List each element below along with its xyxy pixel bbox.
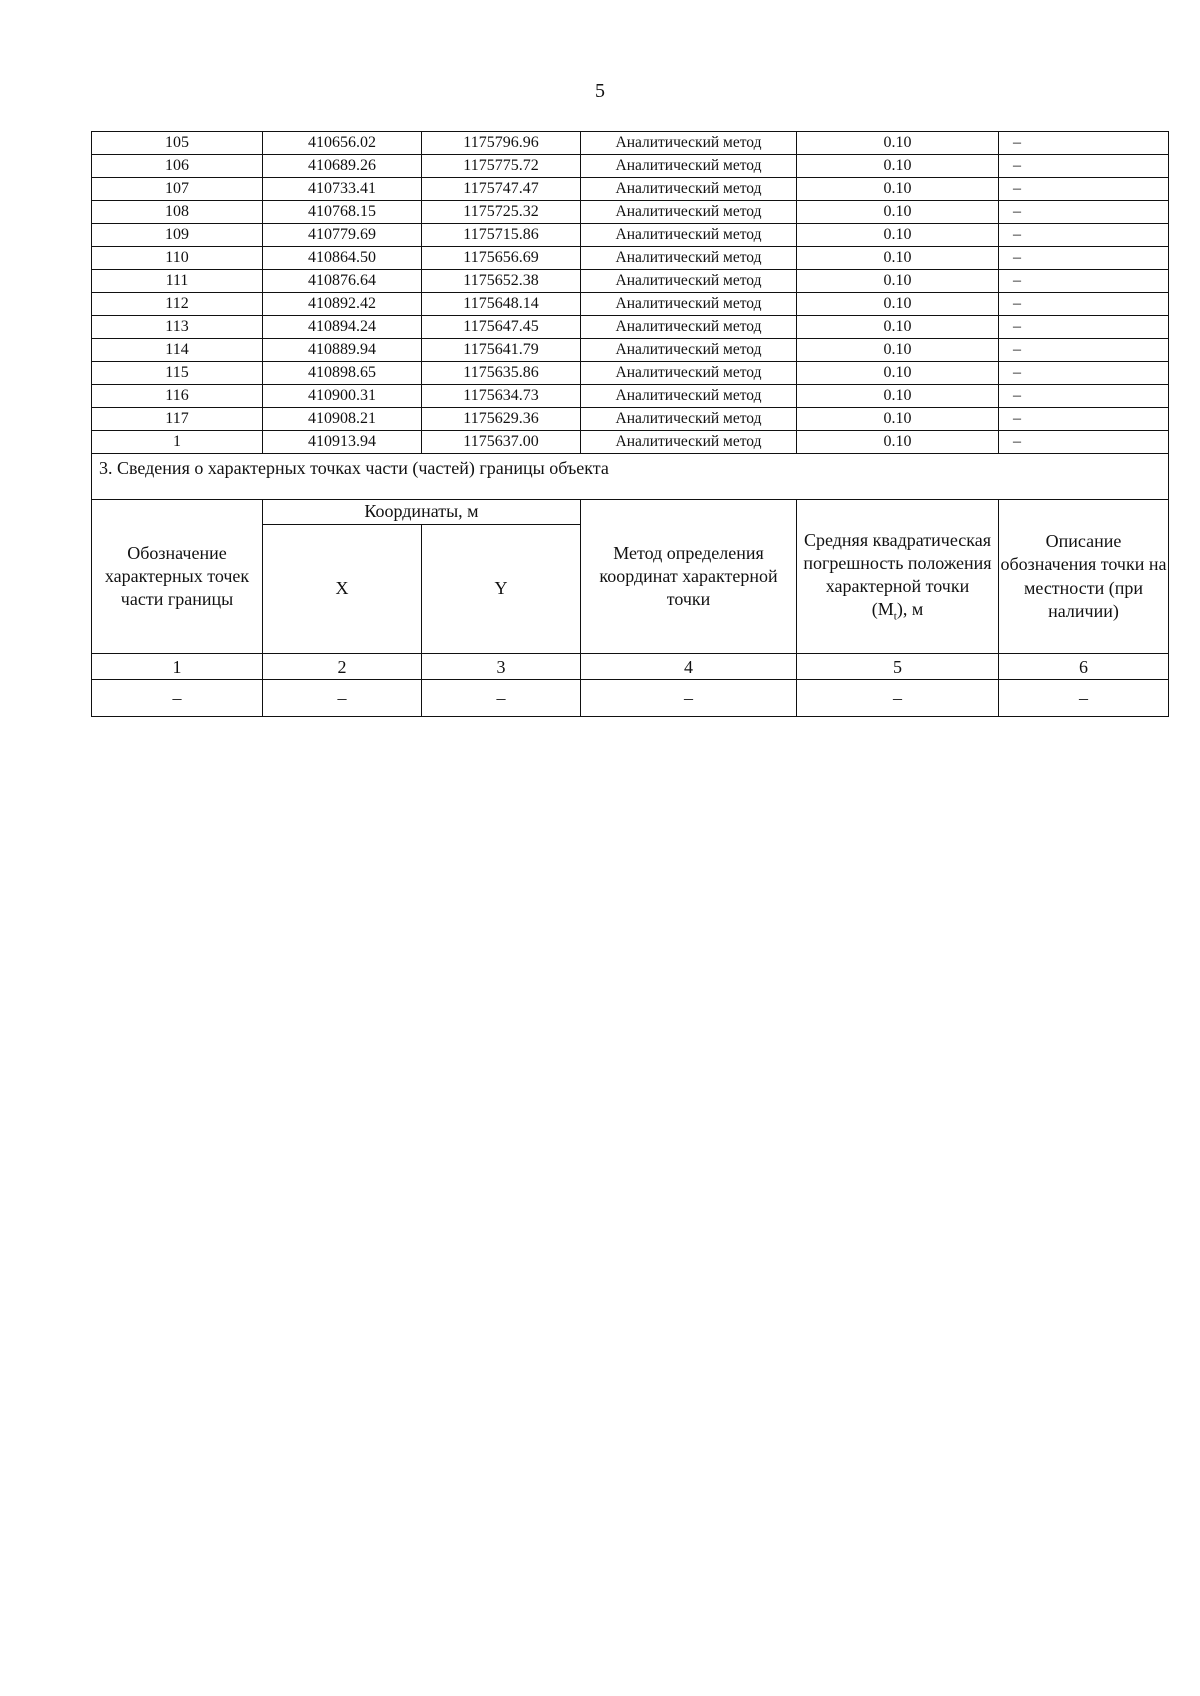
coord-x-cell: 410892.42	[263, 293, 422, 316]
method-cell: Аналитический метод	[581, 408, 797, 431]
method-cell: Аналитический метод	[581, 201, 797, 224]
column-number: 3	[422, 654, 581, 680]
empty-cell: –	[263, 680, 422, 717]
header-error-subscript: t	[893, 610, 897, 623]
description-cell: –	[999, 178, 1169, 201]
method-cell: Аналитический метод	[581, 362, 797, 385]
coord-x-cell: 410656.02	[263, 132, 422, 155]
table-row	[92, 270, 1169, 293]
table-row	[92, 316, 1169, 339]
point-number-cell: 112	[92, 293, 263, 316]
point-number-cell: 113	[92, 316, 263, 339]
method-cell: Аналитический метод	[581, 431, 797, 454]
table-body	[92, 132, 1169, 717]
coord-x-cell: 410889.94	[263, 339, 422, 362]
table-row	[92, 362, 1169, 385]
error-value-cell: 0.10	[797, 293, 999, 316]
method-cell: Аналитический метод	[581, 178, 797, 201]
coord-y-cell: 1175725.32	[422, 201, 581, 224]
method-cell: Аналитический метод	[581, 247, 797, 270]
error-value-cell: 0.10	[797, 270, 999, 293]
table-row	[92, 431, 1169, 454]
error-value-cell: 0.10	[797, 201, 999, 224]
error-value-cell: 0.10	[797, 247, 999, 270]
method-cell: Аналитический метод	[581, 339, 797, 362]
header-error-mt: (M	[871, 599, 894, 620]
description-cell: –	[999, 247, 1169, 270]
header-point-designation: Обозначение характерных точек части границы	[92, 500, 263, 654]
coord-x-cell: 410876.64	[263, 270, 422, 293]
method-cell: Аналитический метод	[581, 316, 797, 339]
description-cell: –	[999, 132, 1169, 155]
method-cell: Аналитический метод	[581, 132, 797, 155]
error-value-cell: 0.10	[797, 178, 999, 201]
table-row	[92, 247, 1169, 270]
point-number-cell: 1	[92, 431, 263, 454]
coord-y-cell: 1175648.14	[422, 293, 581, 316]
point-number-cell: 117	[92, 408, 263, 431]
coord-y-cell: 1175641.79	[422, 339, 581, 362]
error-value-cell: 0.10	[797, 362, 999, 385]
column-number: 1	[92, 654, 263, 680]
empty-data-row	[92, 680, 1169, 717]
description-cell: –	[999, 155, 1169, 178]
header-x: X	[263, 525, 422, 654]
coord-x-cell: 410864.50	[263, 247, 422, 270]
point-number-cell: 106	[92, 155, 263, 178]
coord-x-cell: 410733.41	[263, 178, 422, 201]
description-cell: –	[999, 362, 1169, 385]
method-cell: Аналитический метод	[581, 270, 797, 293]
empty-cell: –	[797, 680, 999, 717]
error-value-cell: 0.10	[797, 132, 999, 155]
point-number-cell: 115	[92, 362, 263, 385]
coord-y-cell: 1175635.86	[422, 362, 581, 385]
coord-x-cell: 410898.65	[263, 362, 422, 385]
description-cell: –	[999, 385, 1169, 408]
error-value-cell: 0.10	[797, 408, 999, 431]
coord-y-cell: 1175747.47	[422, 178, 581, 201]
column-number: 6	[999, 654, 1169, 680]
table-row	[92, 201, 1169, 224]
point-number-cell: 114	[92, 339, 263, 362]
header-method: Метод определения координат характерной точки	[581, 500, 797, 654]
header-error-unit: ), м	[896, 599, 924, 620]
coord-x-cell: 410689.26	[263, 155, 422, 178]
coord-y-cell: 1175637.00	[422, 431, 581, 454]
description-cell: –	[999, 316, 1169, 339]
header-row-top	[92, 500, 1169, 525]
coord-y-cell: 1175715.86	[422, 224, 581, 247]
coord-y-cell: 1175629.36	[422, 408, 581, 431]
table-row	[92, 293, 1169, 316]
description-cell: –	[999, 201, 1169, 224]
error-value-cell: 0.10	[797, 431, 999, 454]
column-number: 2	[263, 654, 422, 680]
description-cell: –	[999, 408, 1169, 431]
table-row	[92, 385, 1169, 408]
coordinates-table	[91, 131, 1169, 717]
table-row	[92, 339, 1169, 362]
coord-y-cell: 1175652.38	[422, 270, 581, 293]
point-number-cell: 110	[92, 247, 263, 270]
header-error	[797, 500, 999, 654]
header-coordinates: Координаты, м	[263, 500, 581, 525]
coord-x-cell: 410779.69	[263, 224, 422, 247]
table-row	[92, 132, 1169, 155]
empty-cell: –	[999, 680, 1169, 717]
error-value-cell: 0.10	[797, 339, 999, 362]
coord-y-cell: 1175775.72	[422, 155, 581, 178]
header-y: Y	[422, 525, 581, 654]
coord-x-cell: 410913.94	[263, 431, 422, 454]
table-row	[92, 155, 1169, 178]
section-title-row	[92, 454, 1169, 500]
method-cell: Аналитический метод	[581, 224, 797, 247]
method-cell: Аналитический метод	[581, 155, 797, 178]
coord-y-cell: 1175647.45	[422, 316, 581, 339]
section-title: 3. Сведения о характерных точках части (частей) границы объекта	[92, 454, 1169, 500]
page-number: 5	[595, 80, 605, 102]
column-number: 4	[581, 654, 797, 680]
point-number-cell: 109	[92, 224, 263, 247]
point-number-cell: 105	[92, 132, 263, 155]
coord-x-cell: 410768.15	[263, 201, 422, 224]
description-cell: –	[999, 431, 1169, 454]
table-row	[92, 408, 1169, 431]
error-value-cell: 0.10	[797, 385, 999, 408]
coord-x-cell: 410894.24	[263, 316, 422, 339]
description-cell: –	[999, 293, 1169, 316]
description-cell: –	[999, 224, 1169, 247]
coord-y-cell: 1175634.73	[422, 385, 581, 408]
description-cell: –	[999, 339, 1169, 362]
coord-x-cell: 410900.31	[263, 385, 422, 408]
point-number-cell: 111	[92, 270, 263, 293]
description-cell: –	[999, 270, 1169, 293]
method-cell: Аналитический метод	[581, 385, 797, 408]
coord-y-cell: 1175656.69	[422, 247, 581, 270]
column-numbers-row	[92, 654, 1169, 680]
empty-cell: –	[422, 680, 581, 717]
empty-cell: –	[92, 680, 263, 717]
table-row	[92, 178, 1169, 201]
header-description: Описание обозначения точки на местности (при наличии)	[999, 500, 1169, 654]
column-number: 5	[797, 654, 999, 680]
error-value-cell: 0.10	[797, 155, 999, 178]
point-number-cell: 116	[92, 385, 263, 408]
table-row	[92, 224, 1169, 247]
coord-y-cell: 1175796.96	[422, 132, 581, 155]
header-error-text: Средняя квадратическая погрешность положения характерной точки	[803, 530, 992, 597]
error-value-cell: 0.10	[797, 224, 999, 247]
empty-cell: –	[581, 680, 797, 717]
coord-x-cell: 410908.21	[263, 408, 422, 431]
point-number-cell: 107	[92, 178, 263, 201]
point-number-cell: 108	[92, 201, 263, 224]
method-cell: Аналитический метод	[581, 293, 797, 316]
error-value-cell: 0.10	[797, 316, 999, 339]
